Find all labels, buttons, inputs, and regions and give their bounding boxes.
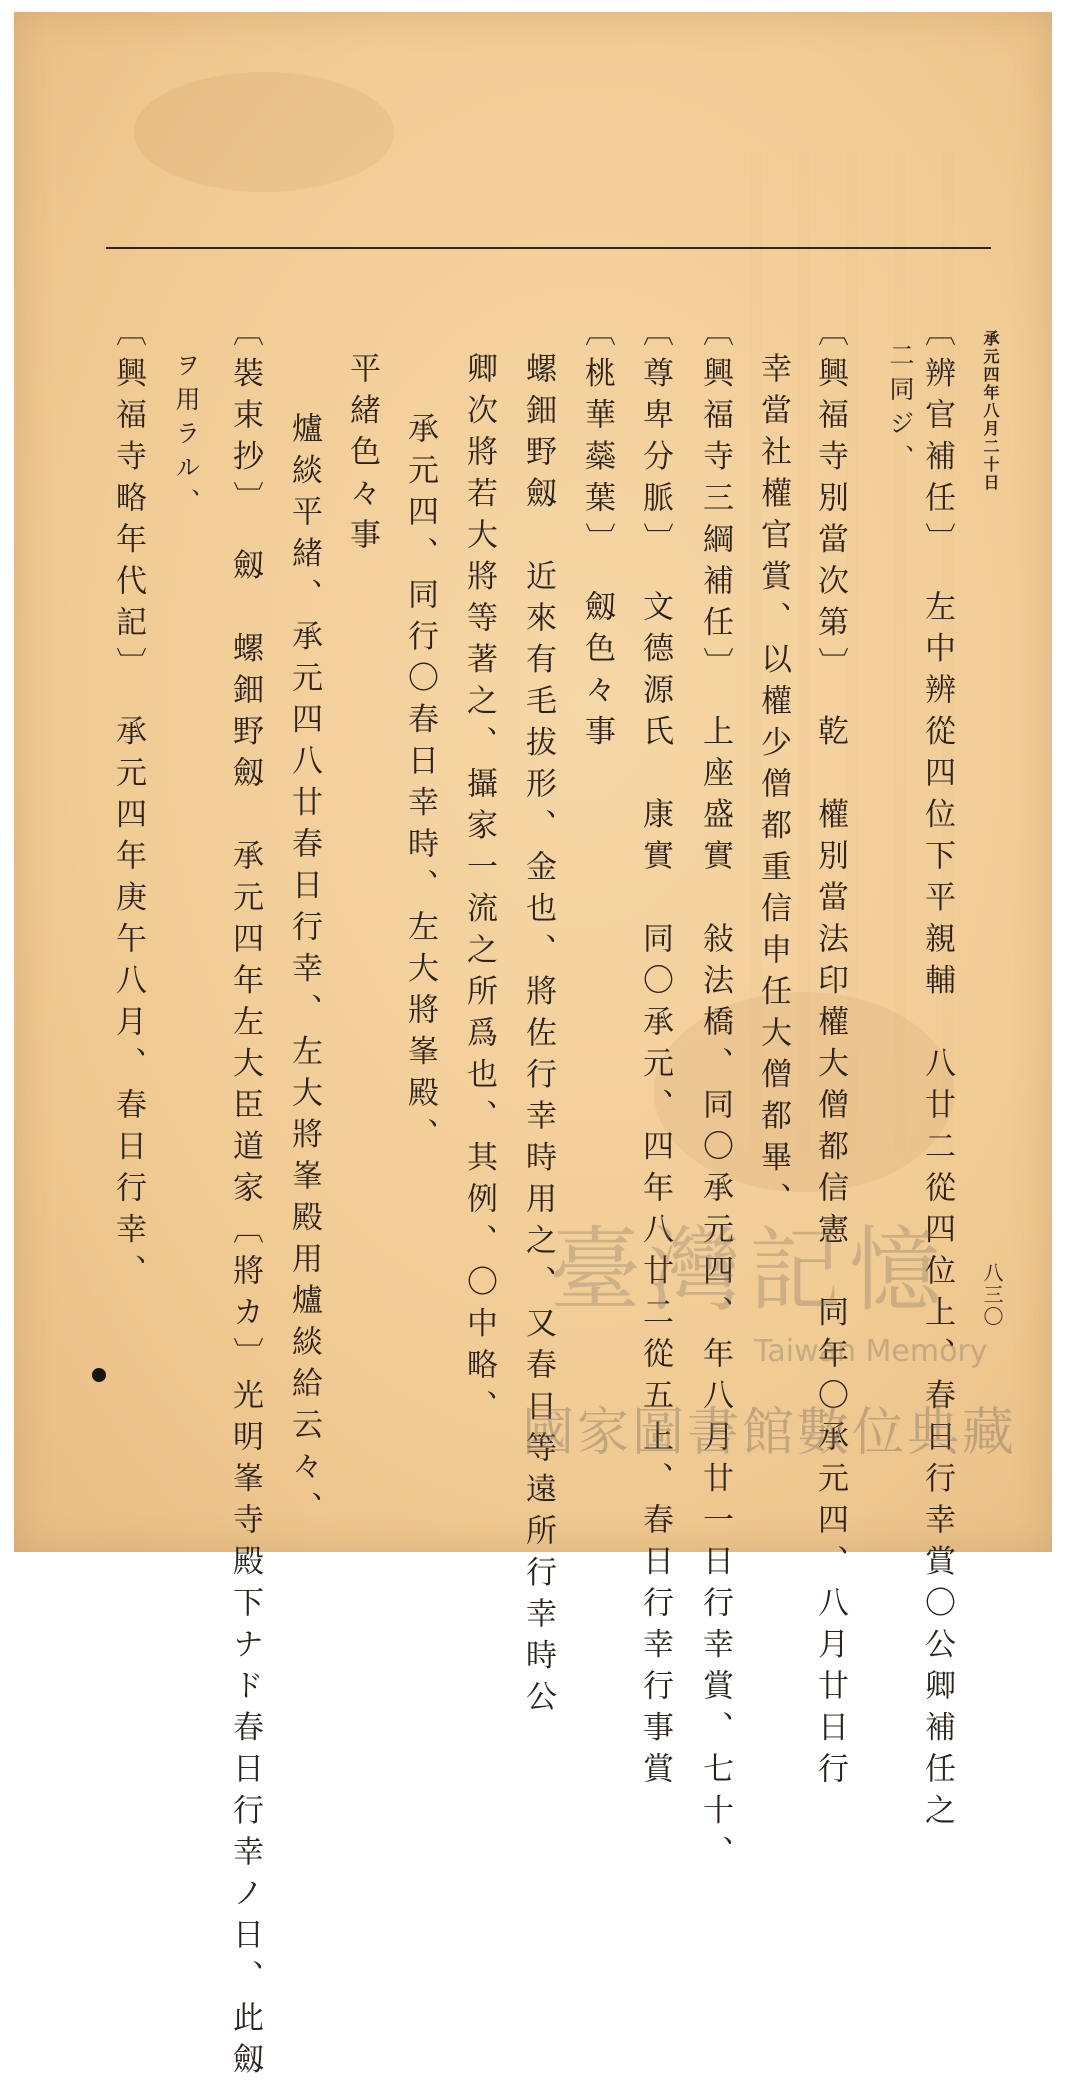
text-column: 〔辨官補任〕 左中辨從四位下平親輔 八廿二從四位上、春日行幸賞〇公卿補任之: [919, 315, 955, 1835]
text-column: 〔興福寺別當次第〕 乾 權別當法印權大僧都信憲 同年〇承元四、八月廿日行: [812, 315, 848, 1794]
text-column: 平緒色々事: [344, 352, 380, 560]
ink-spot: [92, 1368, 106, 1382]
text-column: 〔興福寺三綱補任〕 上座盛實 敍法橋、同〇承元四、年八月廿一日行幸賞、七十、: [697, 315, 733, 1877]
text-column: 爐緂平緒、承元四八廿春日行幸、左大將峯殿用爐緂給云々、: [286, 412, 322, 1533]
watermark-english: Taiwan Memory: [754, 1334, 988, 1369]
watermark-subtitle: 國家圖書館數位典藏: [522, 1403, 1018, 1463]
watermark-logo: 臺灣記憶: [549, 1217, 950, 1324]
text-column: 承元四、同行〇春日幸時、左大將峯殿、: [402, 412, 438, 1159]
text-column: 螺鈿野劔 近來有毛拔形、金也、將佐行幸時用之、又春日等遠所行幸時公: [520, 352, 556, 1722]
running-head: 承元四年八月二十日: [981, 330, 1000, 492]
text-column: 〔尊卑分脈〕 文德源氏 康實 同〇承元、四年八廿二從五上、春日行幸行事賞: [637, 315, 673, 1794]
text-column: 二同ジ、: [886, 342, 915, 478]
text-column: 〔桃華蘂葉〕 劔色々事: [579, 315, 615, 756]
text-column: 卿次將若大將等著之、攝家一流之所爲也、其例、〇中略、: [461, 352, 497, 1431]
page-number: 八三〇: [980, 1262, 1004, 1328]
text-column: 〔興福寺略年代記〕 承元四年庚午八月、春日行幸、: [110, 315, 146, 1296]
paper-stain: [134, 72, 394, 192]
header-rule: [106, 247, 991, 249]
text-column: 〔裝束抄〕 劔 螺鈿野劔 承元四年左大臣道家〔將カ〕光明峯寺殿下ナド春日行幸ノ日、此劔: [227, 315, 263, 2084]
text-column: ヲ用ラル、: [172, 352, 201, 522]
document-page: [14, 12, 1052, 2084]
text-column: 幸當社權官賞、以權少僧都重信申任大僧都畢、: [755, 352, 791, 1224]
